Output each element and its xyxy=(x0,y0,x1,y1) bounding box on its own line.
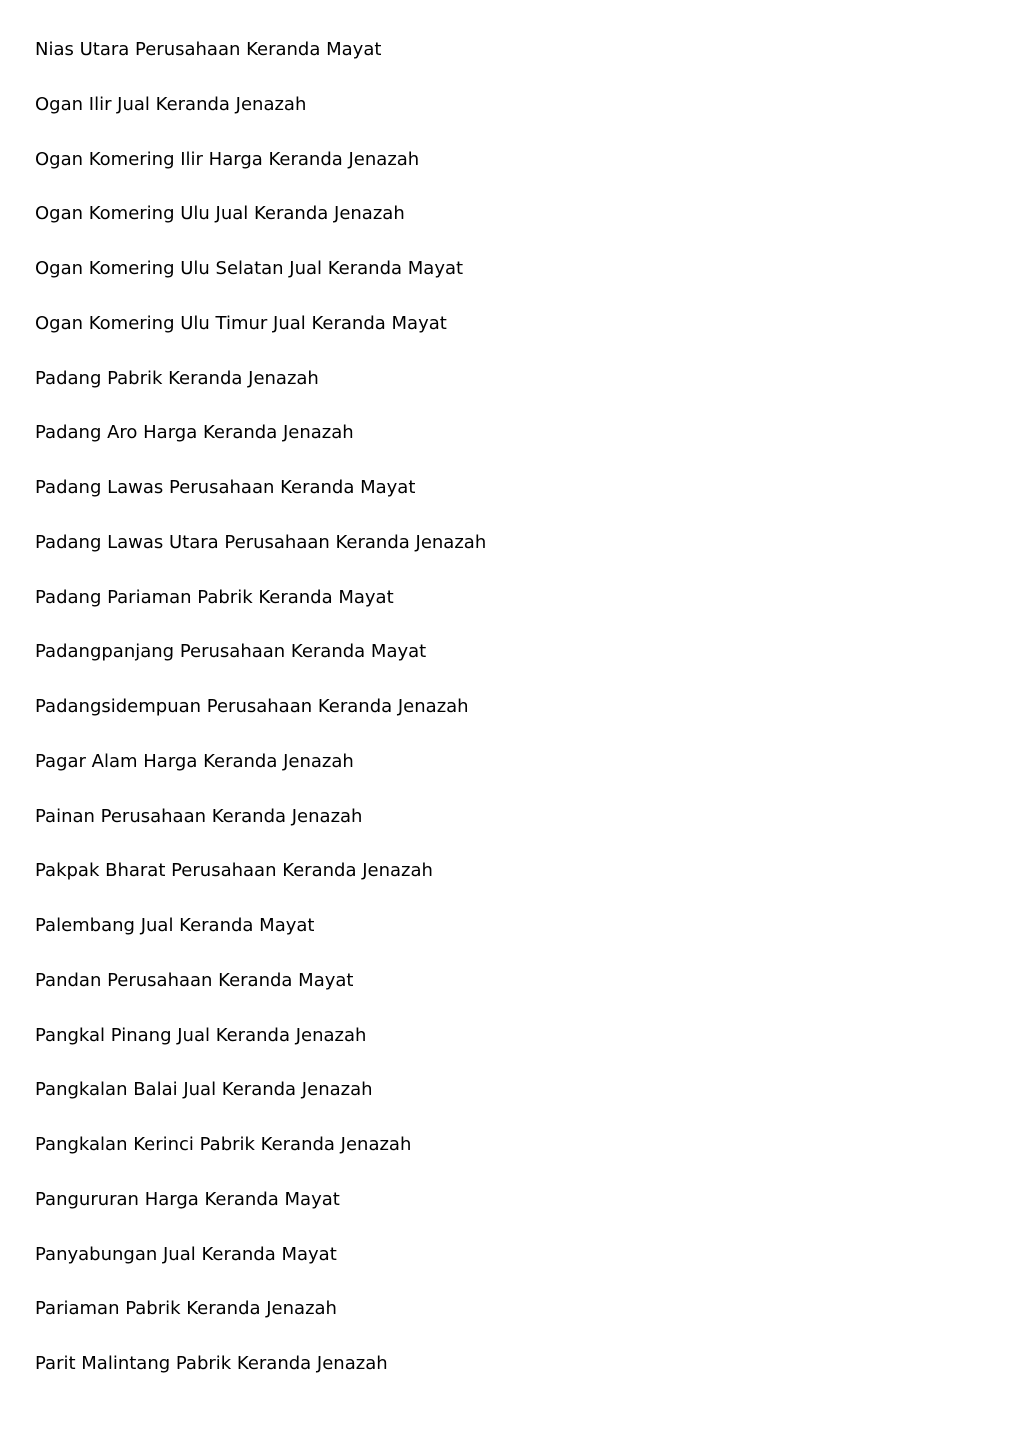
list-item: Ogan Ilir Jual Keranda Jenazah xyxy=(35,93,307,115)
list-item: Padang Pariaman Pabrik Keranda Mayat xyxy=(35,586,394,608)
list-item: Pandan Perusahaan Keranda Mayat xyxy=(35,969,354,991)
list-item: Ogan Komering Ilir Harga Keranda Jenazah xyxy=(35,148,420,170)
list-item: Panyabungan Jual Keranda Mayat xyxy=(35,1243,337,1265)
list-item: Ogan Komering Ulu Timur Jual Keranda Mayat xyxy=(35,312,447,334)
list-item: Padang Lawas Utara Perusahaan Keranda Jenazah xyxy=(35,531,487,553)
list-item: Padang Pabrik Keranda Jenazah xyxy=(35,367,319,389)
list-item: Pakpak Bharat Perusahaan Keranda Jenazah xyxy=(35,860,433,882)
list-item: Parit Malintang Pabrik Keranda Jenazah xyxy=(35,1353,388,1374)
list-item: Padangsidempuan Perusahaan Keranda Jenazah xyxy=(35,696,469,717)
list-item: Ogan Komering Ulu Selatan Jual Keranda Mayat xyxy=(35,258,464,279)
list-item: Painan Perusahaan Keranda Jenazah xyxy=(35,805,363,827)
list-item: Padang Aro Harga Keranda Jenazah xyxy=(35,422,354,444)
list-item: Pangururan Harga Keranda Mayat xyxy=(35,1188,340,1210)
list-item: Padangpanjang Perusahaan Keranda Mayat xyxy=(35,641,427,663)
list-item: Padang Lawas Perusahaan Keranda Mayat xyxy=(35,477,416,498)
keyword-list xyxy=(35,37,486,1406)
list-item: Palembang Jual Keranda Mayat xyxy=(35,915,315,936)
list-item: Nias Utara Perusahaan Keranda Mayat xyxy=(35,39,382,60)
list-item: Pariaman Pabrik Keranda Jenazah xyxy=(35,1298,337,1320)
list-item: Pangkal Pinang Jual Keranda Jenazah xyxy=(35,1024,367,1046)
list-item: Pagar Alam Harga Keranda Jenazah xyxy=(35,750,354,772)
list-item: Pangkalan Balai Jual Keranda Jenazah xyxy=(35,1079,373,1101)
list-item: Pangkalan Kerinci Pabrik Keranda Jenazah xyxy=(35,1134,412,1155)
list-item: Ogan Komering Ulu Jual Keranda Jenazah xyxy=(35,203,405,225)
